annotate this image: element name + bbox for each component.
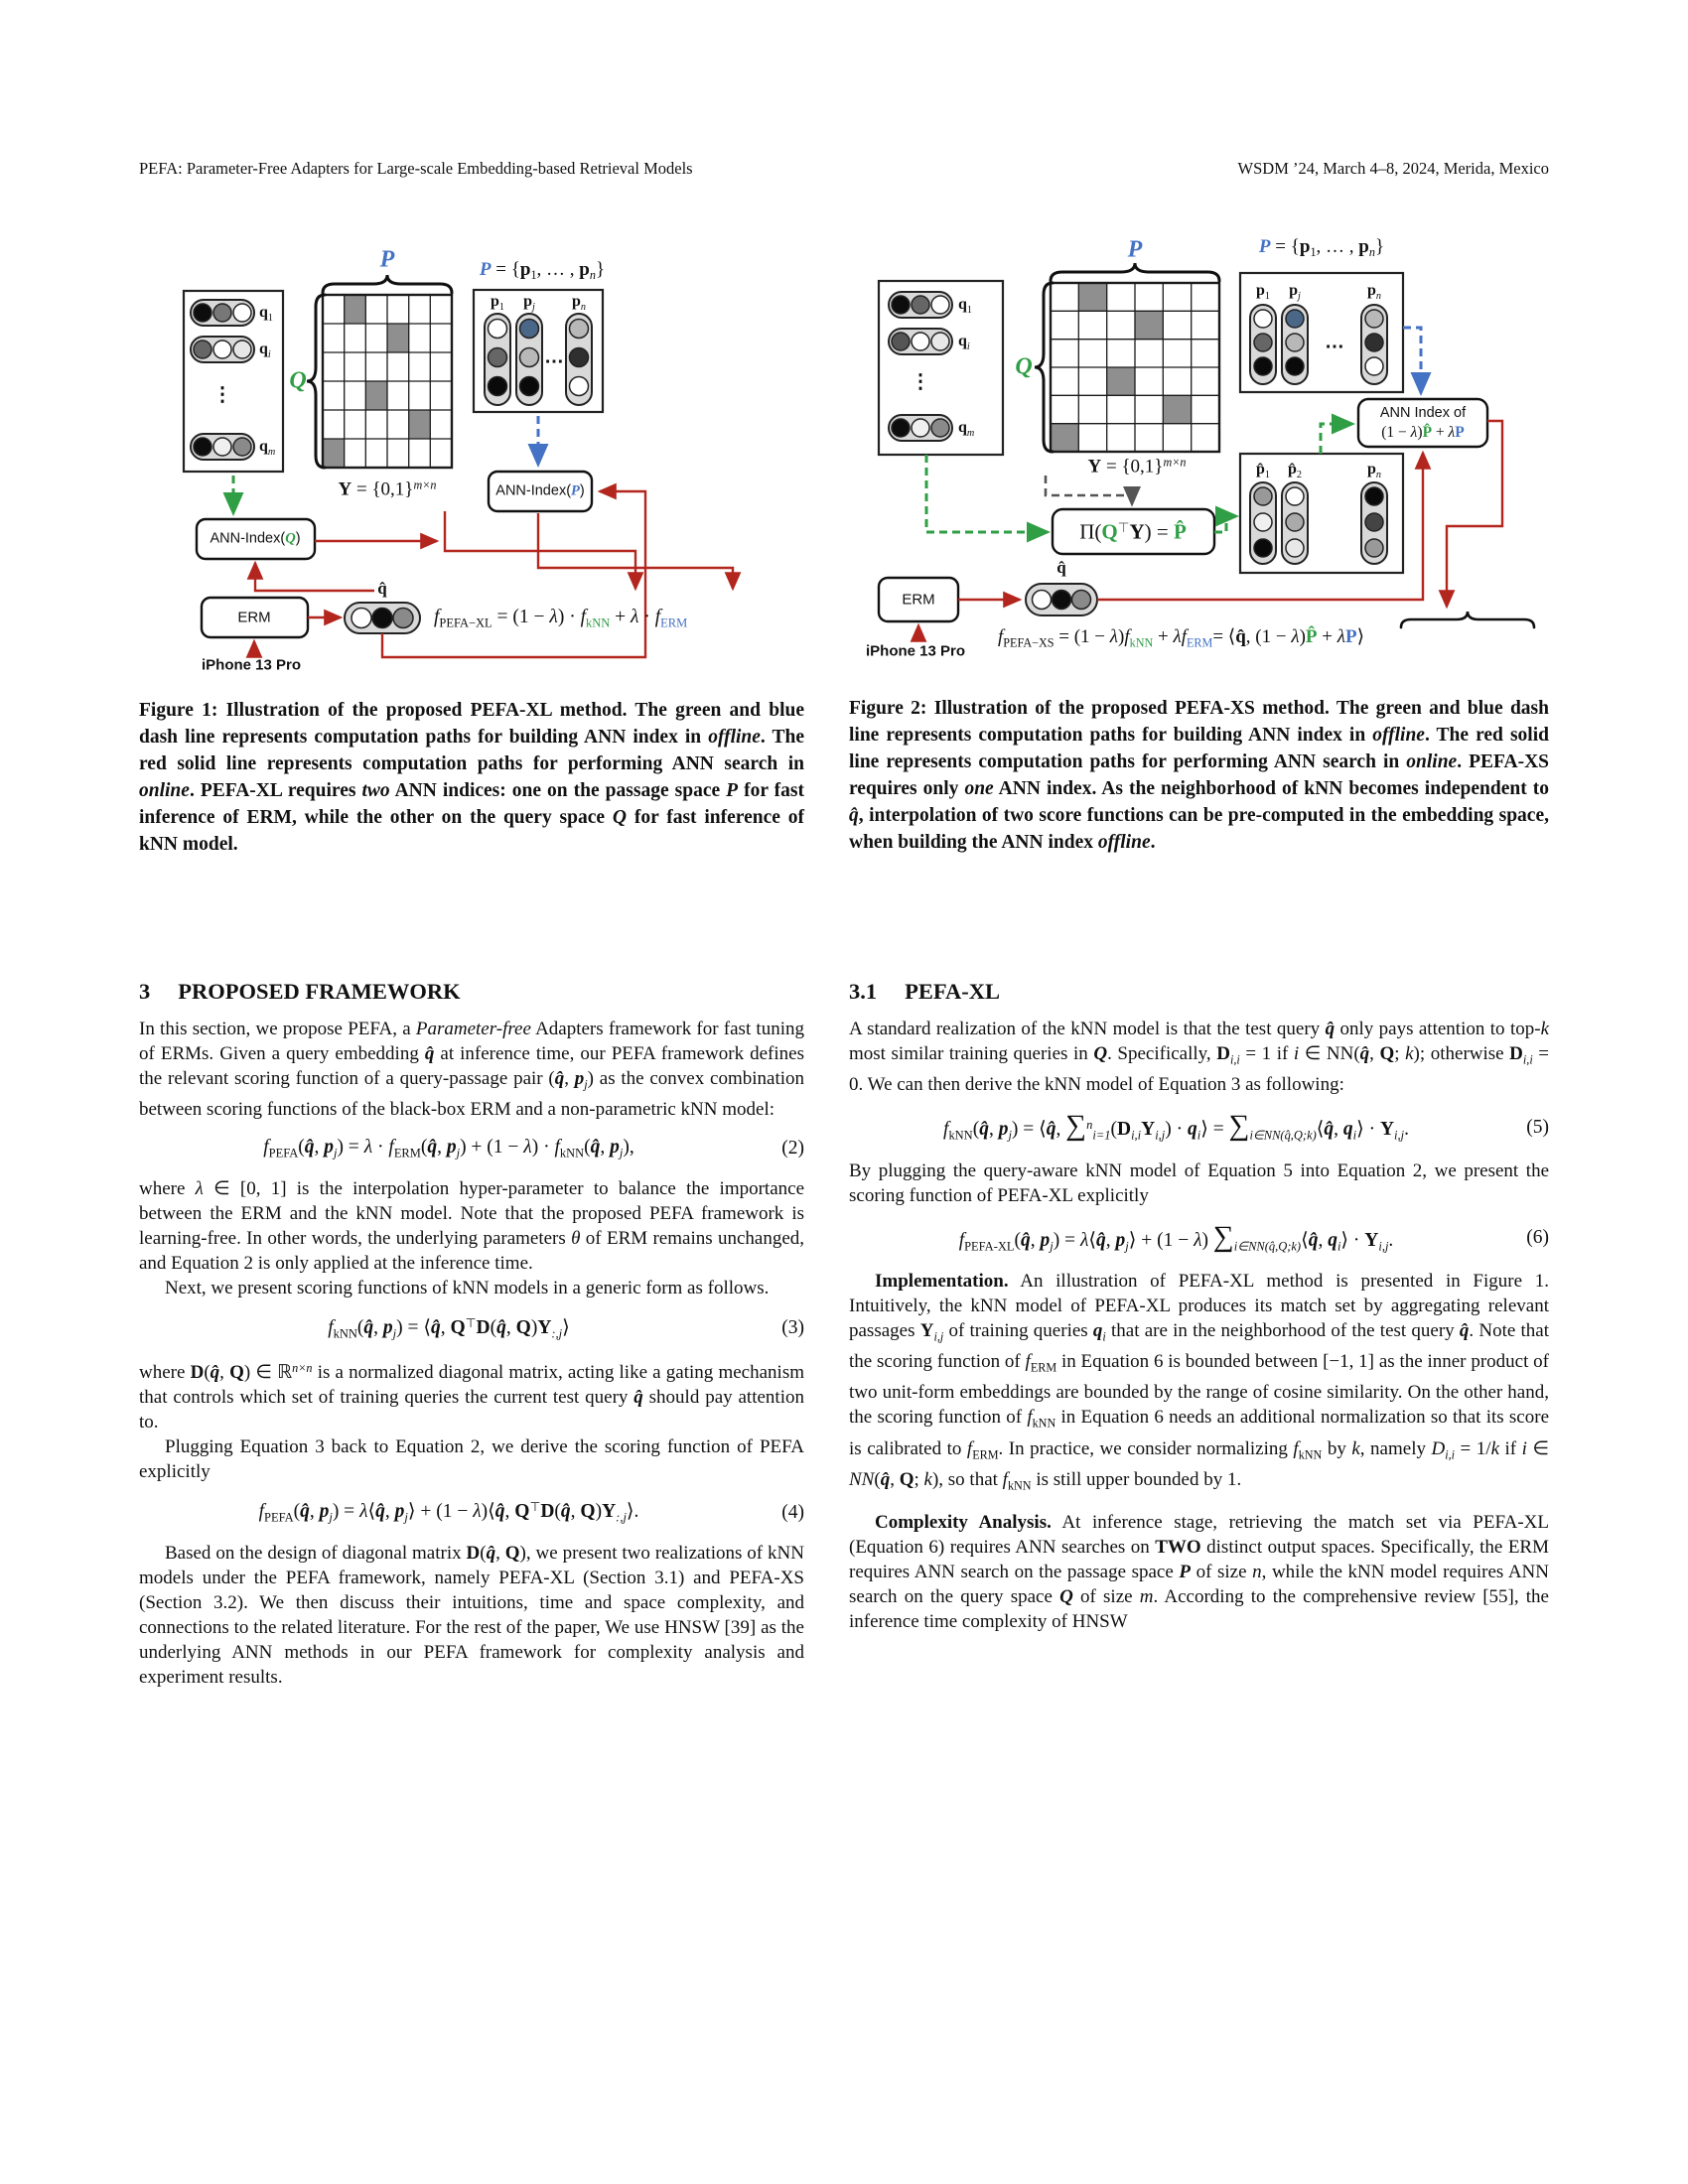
erm-label: ERM [902, 591, 935, 609]
section-title: PEFA-XL [905, 979, 1000, 1004]
label-matrix-equation: $Y = \{0,1\}^{m\times n}$ [338, 478, 437, 500]
script-p-label: P [1127, 236, 1143, 263]
phat1-label: $p̂_1$ [1255, 461, 1271, 480]
label-matrix [1051, 283, 1219, 452]
script-q-label: Q [1015, 353, 1033, 380]
pn-label: $p_n$ [1366, 282, 1382, 302]
right-column [849, 979, 1549, 1634]
equation-6: $f_{PEFA-XL}(q̂$, $p_j$) = λ⟨q̂, $p_j⟩ + (1 - \lambda)$ $\sum_{i\in NN(q̂,Q;k)}⟨q̂$, $q_i⟩ \cdot Y_{i,j}$. (6) [958, 1220, 1549, 1253]
passage-set-equation: $P = \{p_1$, … , $p_n$} [479, 258, 606, 283]
qhat-label: q̂ [377, 579, 387, 598]
pn-hat-box-label: $p_n$ [1366, 461, 1382, 480]
erm-label: ERM [237, 609, 271, 626]
p1-label: $p_1$ [1255, 282, 1271, 302]
iphone-label: iPhone 13 Pro [865, 642, 966, 660]
equation-number: (3) [781, 1316, 804, 1338]
p1-label: $p_1$ [490, 293, 505, 313]
section-number: 3.1 [849, 979, 878, 1004]
ann-index-q-label: ANN-Index(Q) [210, 530, 301, 547]
equation-number: (4) [781, 1501, 804, 1523]
horizontal-dots: … [544, 345, 564, 368]
figure-2-diagram [849, 230, 1549, 685]
paragraph: Next, we present scoring functions of kNN models in a generic form as follows. [165, 1277, 770, 1298]
figure-2-shapes [849, 230, 1549, 685]
figure-2-caption: Figure 2: Illustration of the proposed PEFA-XS method. The green and blue dash line represents computation paths for building ANN index in offline. The red solid line represents computation paths for performing ANN search in online. PEFA-XS requires only one ANN index. As the neighborhood of kNN becomes independent to q̂, interpolation of two score functions can be pre-computed in the embedding space, when building the ANN index offline. [849, 698, 1550, 853]
q1-label: $q_1$ [259, 304, 274, 324]
vertical-dots: ⋮ [212, 383, 232, 406]
pn-label: $p_n$ [571, 293, 587, 313]
matrix-top-brace [1051, 263, 1219, 281]
paragraph: where D(q̂, Q) ∈ ℝ$^{n\times n}$ is a normalized diagonal matrix, acting like a gating mechanism that controls which set of training queries the current test query q̂ should pay attention to. [139, 1361, 804, 1433]
equation-2: $f_{PEFA}(q̂$, $p_j) = \lambda$ · $f_{ERM}(q̂$, $p_j) + (1 - \lambda)$ · $f_{kNN}(q̂$, $p_j$), (2) [263, 1137, 804, 1160]
ann-index-label-line1: ANN Index of [1379, 405, 1467, 421]
section-3-1-heading [849, 979, 1549, 1005]
complexity-paragraph: Complexity Analysis. At inference stage, retrieving the match set via PEFA-XL (Equation 6) requires ANN searches on TWO distinct output spaces. Specifically, the ERM requires ANN search on the passage space P of size n, while the kNN model requires ANN search on the query space Q of size m. According to the comprehensive review [55], the inference time complexity of HNSW [849, 1512, 1549, 1633]
query-embedding-pill [345, 603, 420, 633]
horizontal-dots: … [1325, 331, 1344, 353]
blue-dashed-arrow [1403, 328, 1421, 393]
paragraph: In this section, we propose PEFA, a Parameter-free Adapters framework for fast tuning of ERMs. Given a query embedding q̂ at inference time, our PEFA framework defines the relevant scoring function of a query-passage pair (q̂, $p_j$) as the convex combination between scoring functions of the black-box ERM and a non-parametric kNN model: [139, 1019, 805, 1121]
left-column [139, 979, 804, 1690]
figure-1-diagram [139, 230, 804, 685]
qhat-label: q̂ [1056, 558, 1066, 577]
matrix-top-brace [323, 275, 452, 293]
qm-label: $q_m$ [259, 438, 276, 458]
label-matrix [323, 295, 452, 468]
projection-equation: Π(Q⊤Y) = P̂ [1079, 519, 1187, 544]
phat2-label: $p̂_2$ [1287, 461, 1303, 480]
implementation-paragraph: Implementation. An illustration of PEFA-XL method is presented in Figure 1. Intuitively, the kNN model of PEFA-XL produces its match set by aggregating relevant passages $Y_{i,j}$ of training queries $q_i$ that are in the neighborhood of the test query q̂. Note that the scoring function of $f_{ERM}$ in Equation 6 is bounded between [−1, 1] as the inner product of two unit-form embeddings are bounded by the range of cosine similarity. On the other hand, the scoring function of $f_{kNN}$ in Equation 6 needs an additional normalization so that its score is calibrated to $f_{ERM}$. In practice, we consider normalizing $f_{kNN}$ by k, namely $D_{i,i} = 1/k$ if i ∈ NN(q̂, Q; k), so that $f_{kNN}$ is still upper bounded by 1. [849, 1270, 1550, 1493]
pj-label: $p_j$ [523, 293, 535, 313]
figure-1-caption: Figure 1: Illustration of the proposed PEFA-XL method. The green and blue dash line represents computation paths for building ANN index in offline. The red solid line represents computation paths for performing ANN search in online. PEFA-XL requires two ANN indices: one on the passage space P for fast inference of ERM, while the other on the query space Q for fast inference of kNN model. [139, 700, 805, 855]
equation-number: (2) [781, 1138, 804, 1160]
pefa-xs-formula: $f_{PEFA-XS} = (1 - \lambda)f_{kNN} + \lambda f_{ERM}=$ ⟨q̂, (1 − λ)P̂ + λP⟩ [998, 626, 1364, 650]
qi-label: $q_i$ [958, 333, 970, 352]
paragraph: By plugging the query-aware kNN model of Equation 5 into Equation 2, we present the scoring function of PEFA-XL explicitly [849, 1160, 1549, 1206]
passage-set-equation: $P = \{p_1$, … , $p_n$} [1258, 235, 1385, 260]
qi-label: $q_i$ [259, 341, 271, 360]
pj-label: $p_j$ [1289, 282, 1301, 302]
formula-overbrace [1401, 612, 1534, 627]
pefa-xl-formula: $f_{PEFA-XL} = (1 - \lambda) \cdot f_{kNN} + \lambda \cdot f_{ERM}$ [434, 607, 688, 630]
ann-index-p-label: ANN-Index(P) [495, 482, 585, 499]
equation-4: $f_{PEFA}(q̂$, $p_j$) = λ⟨q̂, $p_j⟩ + (1$ − λ)⟨q̂, Q⊤D(q̂, $Q)Y_{:,j}⟩$. (4) [258, 1500, 804, 1525]
header-paper-title: PEFA: Parameter-Free Adapters for Large-scale Embedding-based Retrieval Models [139, 159, 693, 178]
red-solid-arrows [254, 491, 733, 657]
paragraph: Plugging Equation 3 back to Equation 2, we derive the scoring function of PEFA explicitly [139, 1436, 804, 1483]
equation-3: $f_{kNN}(q̂$, $p_j$) = ⟨q̂, Q⊤D(q̂, $Q)Y_{:,j}⟩$ (3) [328, 1315, 804, 1341]
vertical-dots: ⋮ [911, 370, 930, 393]
section-title: PROPOSED FRAMEWORK [178, 979, 461, 1004]
q1-label: $q_1$ [958, 296, 973, 316]
section-number: 3 [139, 979, 151, 1004]
query-set-box [879, 281, 1003, 455]
qm-label: $q_m$ [958, 419, 975, 439]
iphone-label: iPhone 13 Pro [201, 656, 302, 674]
label-matrix-equation: $Y = \{0,1\}^{m\times n}$ [1087, 455, 1187, 478]
header-venue: WSDM ’24, March 4–8, 2024, Merida, Mexico [1237, 159, 1549, 178]
script-q-label: Q [289, 367, 307, 394]
equation-number: (6) [1526, 1227, 1549, 1249]
equation-5: $f_{kNN}(q̂$, $p_j$) = ⟨q̂, $\sum^n_{i=1}(D_{i,i}Y_{i,j})$ · $q_i⟩$ = $\sum_{i\in NN(q̂,Q;k)}⟨q̂$, $q_i⟩ \cdot Y_{i,j}$. (5) [943, 1110, 1549, 1143]
gray-dashed-arrow [1046, 476, 1132, 504]
ann-index-label-line2: (1 − λ)P̂ + λP [1381, 424, 1465, 441]
query-embedding-pill [1026, 584, 1097, 615]
paragraph: A standard realization of the kNN model is that the test query q̂ only pays attention to top-k most similar training queries in Q. Specifically, $D_{i,i} = 1$ if i ∈ NN(q̂, Q; k); otherwise $D_{i,i} = 0$. We can then derive the kNN model of Equation 3 as following: [849, 1019, 1549, 1096]
paragraph: where λ ∈ [0, 1] is the interpolation hyper-parameter to balance the importance between the ERM and the kNN model. Note that the proposed PEFA framework is learning-free. In other words, the underlying parameters θ of ERM remains unchanged, and Equation 2 is only applied at the inference time. [139, 1177, 804, 1274]
script-p-label: P [379, 246, 395, 273]
equation-number: (5) [1526, 1116, 1549, 1138]
section-3-heading [139, 979, 804, 1005]
paragraph: Based on the design of diagonal matrix D(q̂, Q), we present two realizations of kNN models under the PEFA framework, namely PEFA-XL (Section 3.1) and PEFA-XS (Section 3.2). We then discuss their intuitions, time and space complexity, and connections to the related literature. For the rest of the paper, We use HNSW [39] as the underlying ANN methods in our PEFA framework for complexity analysis and experiment results. [139, 1542, 804, 1688]
running-header [139, 159, 1549, 179]
